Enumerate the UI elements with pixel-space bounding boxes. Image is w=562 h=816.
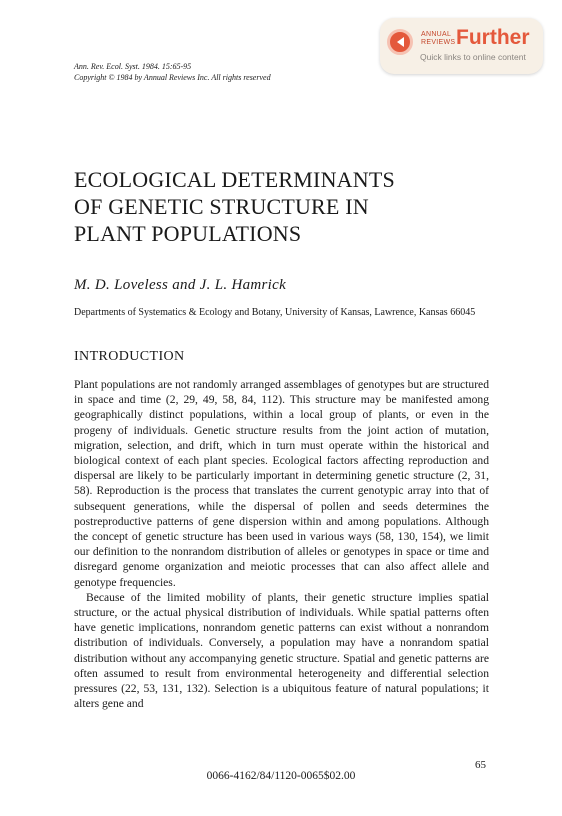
play-back-icon [387, 29, 413, 55]
annual-reviews-further-badge[interactable] [380, 18, 543, 74]
badge-further-text: Further [456, 26, 530, 49]
title-line-2: OF GENETIC STRUCTURE IN [74, 194, 369, 219]
badge-tagline: Quick links to online content [420, 52, 526, 62]
article-title [74, 166, 494, 247]
affiliation: Departments of Systematics & Ecology and Botany, University of Kansas, Lawrence, Kansas 66045 [74, 307, 476, 318]
page-number: 65 [475, 759, 486, 771]
citation-line-2: Copyright © 1984 by Annual Reviews Inc. All rights reserved [74, 73, 271, 82]
title-line-1: ECOLOGICAL DETERMINANTS [74, 167, 395, 192]
badge-annual-text: ANNUAL [421, 31, 452, 38]
badge-reviews-text: REVIEWS [421, 39, 456, 46]
citation-line-1: Ann. Rev. Ecol. Syst. 1984. 15:65-95 [74, 62, 192, 71]
title-line-3: PLANT POPULATIONS [74, 221, 302, 246]
authors: M. D. Loveless and J. L. Hamrick [74, 277, 287, 293]
section-heading: INTRODUCTION [74, 349, 185, 364]
paragraph: Because of the limited mobility of plants, their genetic structure implies spatial structure, or the actual physical distribution of individuals. While spatial patterns often have genetic implications, nonrandom genetic patterns can exist without a nonrandom distribution of individuals. Conversely, a population may have a nonrandom spatial distribution without any accompanying genetic structure. Spatial and genetic patterns are often assumed to result from environmental heterogeneity and differential selection pressures (22, 53, 131, 132). Selection is a ubiquitous feature of natural populations; it alters gene and [74, 590, 489, 711]
journal-citation [74, 61, 271, 83]
paragraph: Plant populations are not randomly arranged assemblages of genotypes but are structured in space and time (2, 29, 49, 58, 84, 112). This structure may be manifested among geographically distinct populations, within a local group of plants, or even in the progeny of individuals. Genetic structure results from the joint action of mutation, migration, selection, and drift, which in turn must operate within the historical and biological context of each plant species. Ecological factors affecting reproduction and dispersal are likely to be particularly important in determining genetic structure (2, 31, 58). Reproduction is the process that translates the current genotypic array into that of subsequent generations, while the dispersal of pollen and seeds determines the postreproductive patterns of gene dispersion within and among populations. Although the concept of genetic structure has been used in various ways (58, 130, 154), we limit our definition to the nonrandom distribution of alleles or genotypes in space or time and disregard genome organization and meiotic processes that can also affect allele and genotype frequencies. [74, 378, 489, 589]
footer-code: 0066-4162/84/1120-0065$02.00 [206, 770, 356, 782]
body-text [74, 377, 489, 711]
